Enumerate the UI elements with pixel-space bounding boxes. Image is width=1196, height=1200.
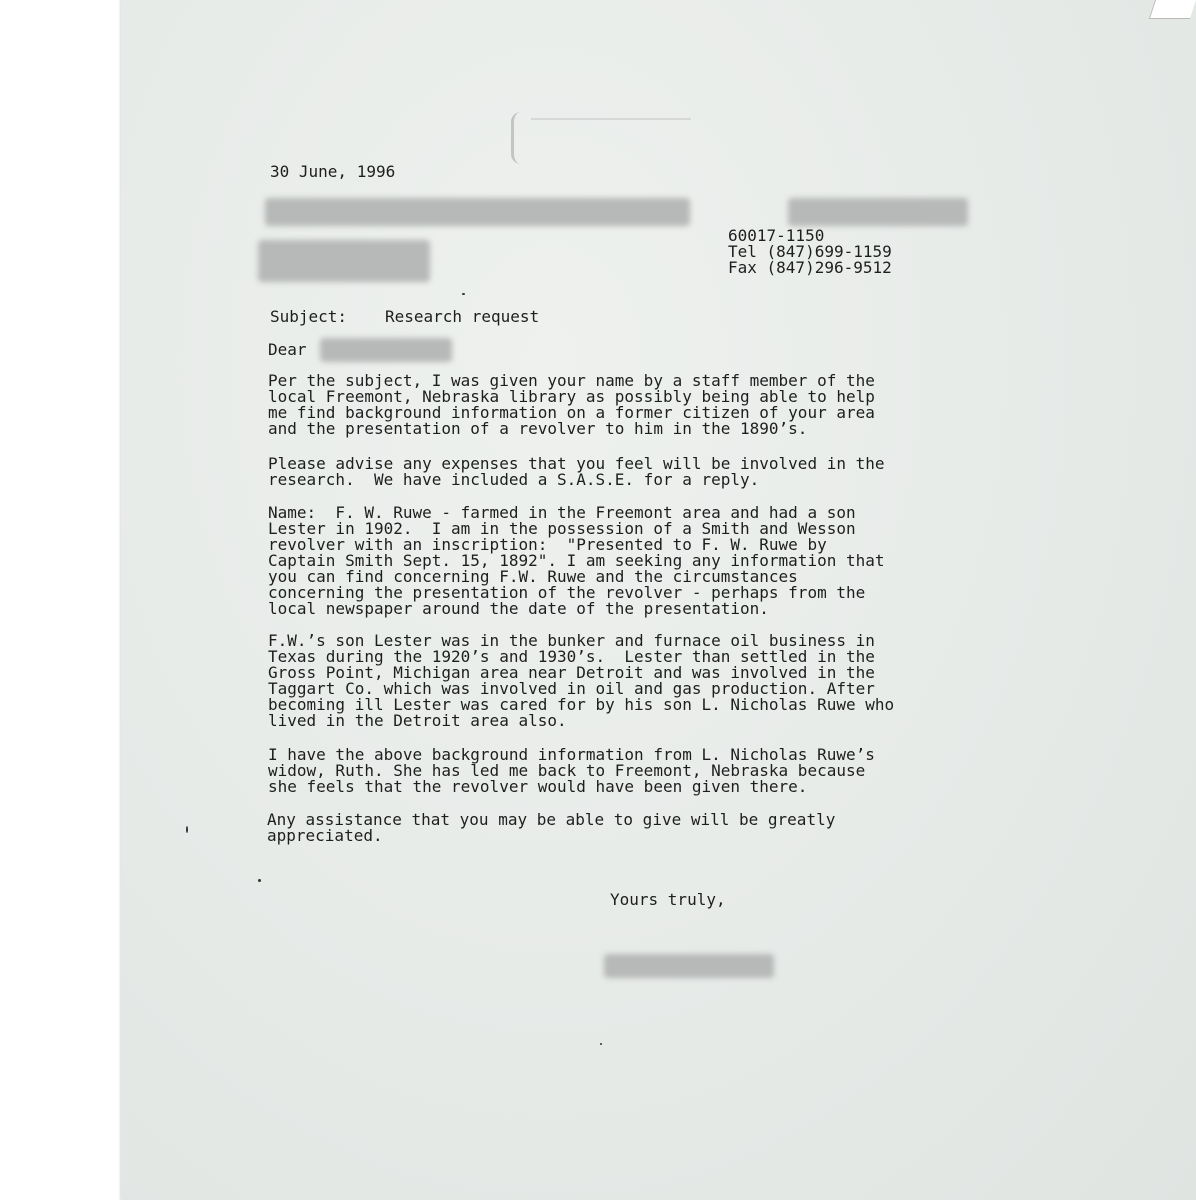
- fax: Fax (847)296-9512: [728, 258, 892, 277]
- telephone: Tel (847)699-1159: [728, 242, 892, 261]
- subject-text: Research request: [385, 307, 540, 326]
- paper-speck: [600, 1043, 602, 1045]
- paragraph-background: I have the above background information from L. Nicholas Ruwe’s widow, Ruth. She has led me back to Freemont, Nebraska because she feels that the revolver would have been given there.: [268, 745, 875, 796]
- redacted-recipient-name: [320, 338, 452, 362]
- page-corner: [1149, 0, 1196, 19]
- paper-smudge-line: [531, 118, 691, 120]
- paragraph-intro: Per the subject, I was given your name by a staff member of the local Freemont, Nebraska library as possibly being able to help me find background information on a former citizen of your area and the presentation of a revolver to him in the 1890’s.: [268, 371, 875, 438]
- redacted-sender-city: [788, 198, 968, 226]
- closing: Yours truly,: [610, 890, 726, 909]
- redacted-sender-street: [265, 198, 690, 226]
- paper-speck: [462, 293, 465, 295]
- salutation: Dear: [268, 340, 307, 359]
- zip-code: 60017-1150: [728, 226, 825, 245]
- paragraph-name: Name: F. W. Ruwe - farmed in the Freemont area and had a son Lester in 1902. I am in the possession of a Smith and Wesson revolver with an inscription: "Presented to F. W. Ruwe by Captain Smith Sept. 15, 1892". I am seeking any information that you can find concerning F.W. Ruwe and the circumstances concerning the presentation of the revolver - perhaps from the local newspaper around the date of the presentation.: [268, 503, 885, 618]
- paragraph-lester: F.W.’s son Lester was in the bunker and furnace oil business in Texas during the 1920’s and 1930’s. Lester than settled in the Gross Point, Michigan area near Detroit and was involved in the Taggart Co. which was involved in oil and gas production. After becoming ill Lester was cared for by his son L. Nicholas Ruwe who lived in the Detroit area also.: [268, 631, 895, 730]
- paper-speck: [258, 879, 261, 882]
- paragraph-assistance: Any assistance that you may be able to give will be greatly appreciated.: [267, 810, 836, 845]
- redacted-signature: [604, 954, 774, 978]
- paragraph-expenses: Please advise any expenses that you feel will be involved in the research. We have included a S.A.S.E. for a reply.: [268, 454, 885, 489]
- subject-label: Subject:: [270, 307, 348, 326]
- redacted-recipient: [258, 240, 430, 282]
- paper-speck: [186, 826, 188, 833]
- letter-date: 30 June, 1996: [270, 162, 396, 181]
